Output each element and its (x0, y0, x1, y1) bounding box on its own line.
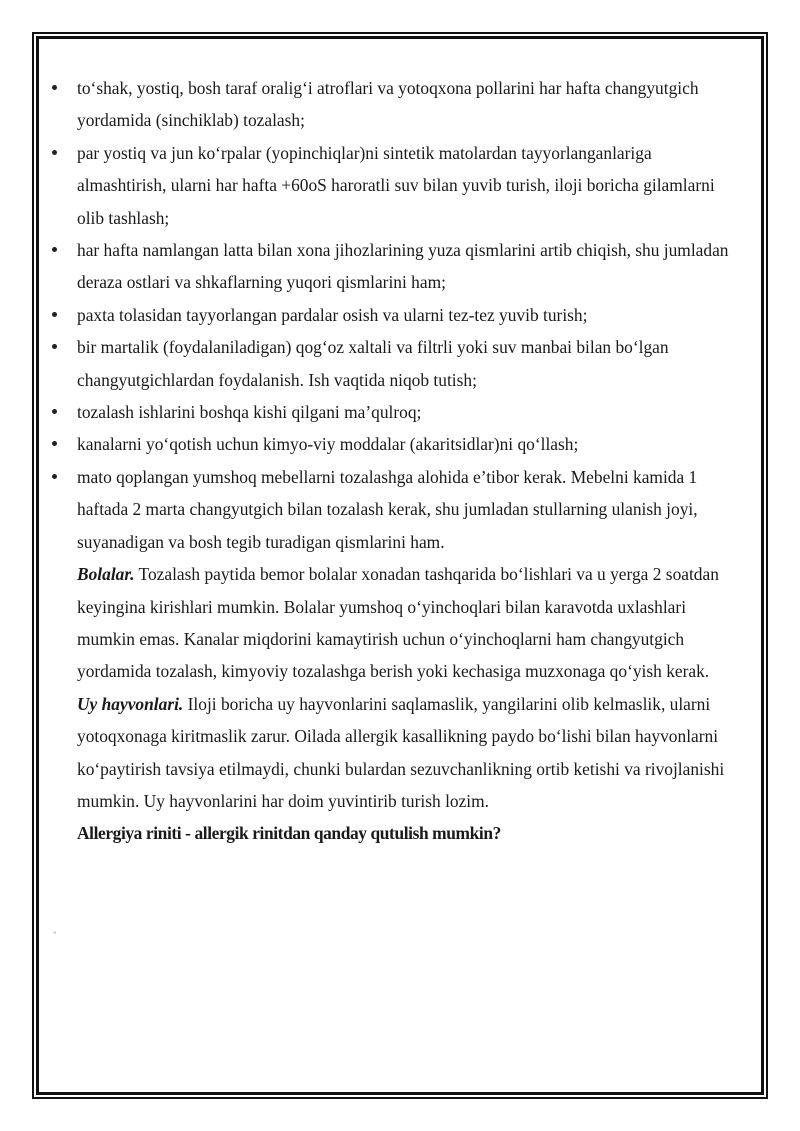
pets-text: Iloji boricha uy hayvonlarini saqlamaslik, yangilarini olib kelmaslik, ularni yotoqxonaga kiritmaslik zarur. Oilada allergik kasallikning paydo bo‘lishi bilan hayvonlarni ko‘paytirish tavsiya etilmaydi, chunki bulardan sezuvchanlikning ortib ketishi va rivojlanishi mumkin. Uy hayvonlarini har doim yuvintirib turish lozim. (77, 693, 725, 811)
pets-paragraph (49, 688, 729, 818)
list-item-text: paxta tolasidan tayyorlangan pardalar osish va ularni tez-tez yuvib turish; (77, 304, 588, 325)
bullet-icon (52, 85, 57, 90)
list-item-text: par yostiq va jun ko‘rpalar (yopinchiqlar)ni sintetik matolardan tayyorlanganlariga almashtirish, ularni har hafta +60oS haroratli suv bilan yuvib turish, iloji boricha gilamlarni olib tashlash; (77, 142, 715, 228)
bullet-icon (52, 150, 57, 155)
list-item-text: bir martalik (foydalaniladigan) qog‘oz xaltali va filtrli yoki suv manbai bilan bo‘lgan changyutgichlardan foydalanish. Ish vaqtida niqob tutish; (77, 337, 669, 390)
list-item (49, 299, 729, 331)
document-body (49, 72, 729, 850)
bullet-icon (52, 344, 57, 349)
pets-lead: Uy hayvonlari. (77, 693, 184, 714)
list-item (49, 331, 729, 396)
list-item (49, 428, 729, 460)
list-item-text: mato qoplangan yumshoq mebellarni tozalashga alohida e’tibor kerak. Mebelni kamida 1 haftada 2 marta changyutgich bilan tozalash kerak, shu jumladan stullarning ulanish joyi, suyanadigan va bosh tegib turadigan qismlarini ham. (77, 466, 698, 552)
list-item-text: har hafta namlangan latta bilan xona jihozlarining yuza qismlarini artib chiqish, shu jumladan deraza ostlari va shkaflarning yuqori qismlarini ham; (77, 240, 729, 293)
list-item (49, 137, 729, 234)
bullet-icon (52, 441, 57, 446)
section-heading: Allergiya riniti - allergik rinitdan qanday qutulish mumkin? (77, 823, 501, 844)
list-item-text: kanalarni yo‘qotish uchun kimyo-viy moddalar (akaritsidlar)ni qo‘llash; (77, 434, 579, 455)
children-text: Tozalash paytida bemor bolalar xonadan tashqarida bo‘lishlari va u yerga 2 soatdan keyingina kirishlari mumkin. Bolalar yumshoq o‘yinchoqlari bilan karavotda uxlashlari mumkin emas. Kanalar miqdorini kamaytirish uchun o‘yinchoqlarni ham changyutgich yordamida tozalash, kimyoviy tozalashga berish yoki kechasiga muzxonaga qo‘yish kerak. (77, 564, 719, 682)
bullet-icon (52, 312, 57, 317)
list-item (49, 461, 729, 558)
bullet-list (49, 72, 729, 558)
list-item (49, 396, 729, 428)
list-item (49, 72, 729, 137)
bullet-icon (52, 474, 57, 479)
children-paragraph (49, 558, 729, 688)
list-item (49, 234, 729, 299)
bullet-icon (52, 247, 57, 252)
stray-mark: " (53, 930, 57, 940)
list-item-text: to‘shak, yostiq, bosh taraf oralig‘i atroflari va yotoqxona pollarini har hafta changyutgich yordamida (sinchiklab) tozalash; (77, 78, 699, 131)
children-lead: Bolalar. (77, 564, 135, 585)
list-item-text: tozalash ishlarini boshqa kishi qilgani ma’qulroq; (77, 402, 422, 423)
bullet-icon (52, 409, 57, 414)
